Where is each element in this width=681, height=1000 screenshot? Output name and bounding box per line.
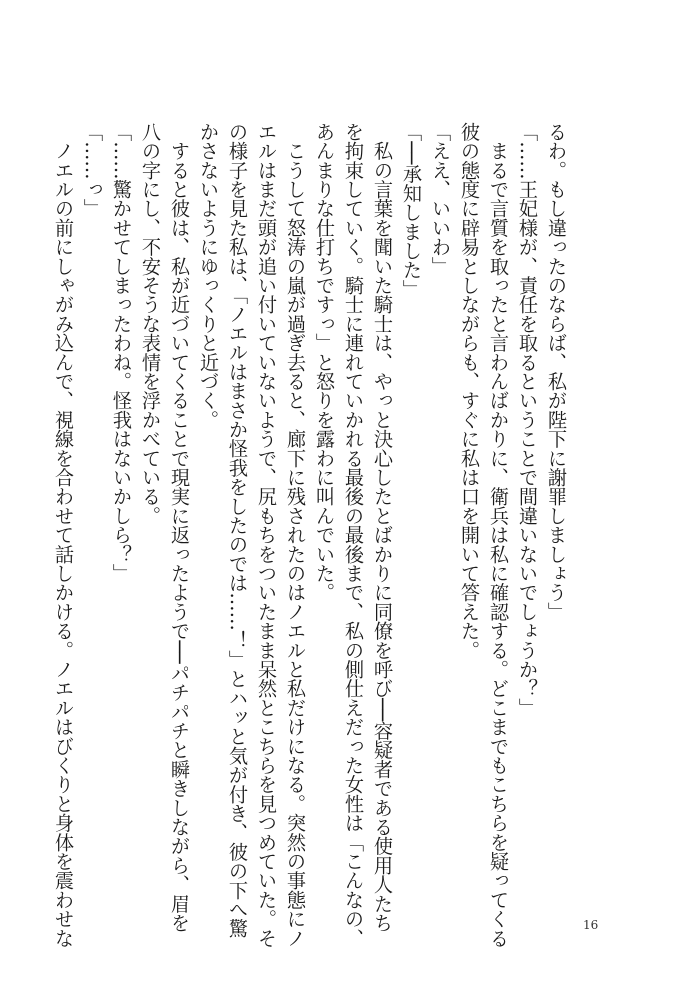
text-line: かさないようにゆっくりと近づく。 xyxy=(197,122,220,430)
text-line: こうして怒涛の嵐が過ぎ去ると、廊下に残されたのはノエルと私だけになる。突然の事態にノ xyxy=(284,122,307,948)
text-line: 「……驚かせてしまったわね。怪我はないかしら？」 xyxy=(110,122,133,583)
text-line: 彼の態度に辟易としながらも、すぐに私は口を開いて答えた。 xyxy=(458,122,481,660)
text-line: 「……っ」 xyxy=(81,122,104,218)
page-number: 16 xyxy=(583,918,599,932)
text-line: まるで言質を取ったと言わんばかりに、衛兵は私に確認する。どこまでもこちらを疑ってくる xyxy=(487,122,510,948)
vertical-text-body xyxy=(49,122,571,948)
text-line: 私の言葉を聞いた騎士は、やっと決心したとばかりに同僚を呼び──容疑者である使用人たち xyxy=(371,122,394,933)
text-line: るわ。もし違ったのならば、私が陛下に謝罪しましょう」 xyxy=(545,122,568,622)
text-line: ノエルの前にしゃがみ込んで、視線を合わせて話しかける。ノエルはびくりと身体を震わせな xyxy=(52,122,75,948)
text-line: 「──承知しました」 xyxy=(400,122,423,299)
text-line: すると彼は、私が近づいてくることで現実に返ったようで──パチパチと瞬きしながら、眉を xyxy=(168,122,191,933)
text-line: 八の字にし、不安そうな表情を浮かべている。 xyxy=(139,122,162,526)
text-line: 「ええ、いいわ」 xyxy=(429,122,452,276)
text-line: の様子を見た私は、「ノエルはまさか怪我をしたのでは……！」とハッと気が付き、彼の下へ驚 xyxy=(226,122,249,938)
text-line: 「……王妃様が、責任を取るということで間違いないでしょうか？」 xyxy=(516,122,539,718)
text-line: あんまりな仕打ちですっ」と怒りを露わに叫んでいた。 xyxy=(313,122,336,602)
text-line: を拘束していく。騎士に連れていかれる最後の最後まで、私の側仕えだった女性は「こんなの、 xyxy=(342,122,365,948)
text-line: エルはまだ頭が追い付いていないようで、尻もちをついたまま呆然とこちらを見つめていた。そ xyxy=(255,122,278,948)
